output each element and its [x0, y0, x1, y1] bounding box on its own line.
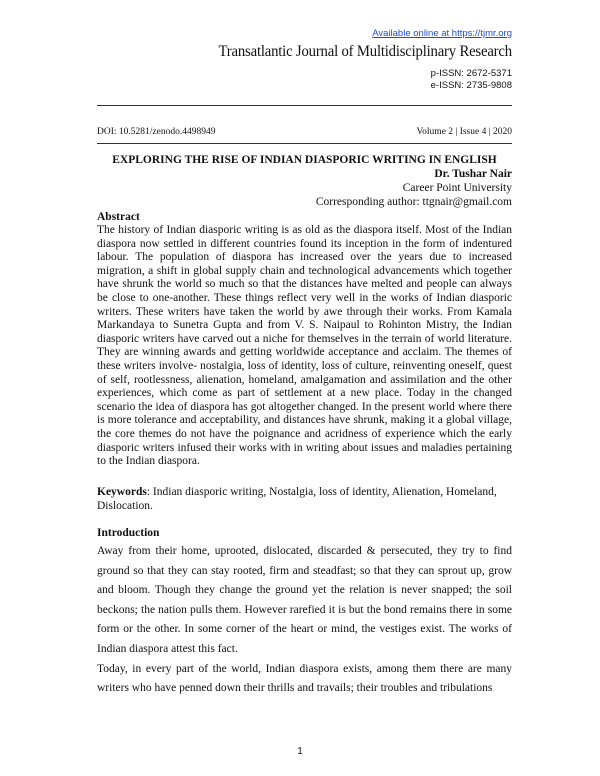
author-affiliation: Career Point University [402, 182, 512, 194]
abstract-heading: Abstract [97, 211, 140, 223]
introduction-body [97, 542, 512, 699]
header-rule-bottom [97, 143, 512, 144]
introduction-paragraph-2: Today, in every part of the world, Indian diaspora exists, among them there are many writers who have penned down their thrills and travails; their troubles and tribulations [97, 662, 512, 695]
electronic-issn: e-ISSN: 2735-9808 [430, 80, 512, 91]
print-issn: p-ISSN: 2672-5371 [430, 68, 512, 79]
keywords-label: Keywords [97, 486, 147, 498]
introduction-paragraph-1: Away from their home, uprooted, dislocated, discarded & persecuted, they try to find ground so that they can stay rooted, firm and steadfast; so that they can sprout up, grow and bloom. Though they change the ground yet the relation is never snapped; the soil beckons; the nation pulls them. However rarefied it is but the bond remains there in some form or the other. In some corner of the heart or mind, the vestiges exist. The works of Indian diaspora attest this fact. [97, 545, 512, 655]
introduction-heading: Introduction [97, 527, 160, 539]
page-number: 1 [297, 746, 303, 757]
header-rule-top [97, 105, 512, 106]
article-title: EXPLORING THE RISE OF INDIAN DIASPORIC WRITING IN ENGLISH [112, 154, 497, 166]
keywords-list: : Indian diasporic writing, Nostalgia, loss of identity, Alienation, Homeland, Dislocation. [97, 486, 497, 512]
abstract-text: The history of Indian diasporic writing is as old as the diaspora itself. Most of the Indian diaspora now settled in different countries found its inception in the form of indentured labour. The population of diaspora has increased over the years due to increased migration, a shift in global supply chain and technological advancements which together have shrunk the world so much so that the distances have melted and people can always be close to one-another. These things reflect very well in the works of Indian diasporic writers. These writers have taken the world by awe through their works. From Kamala Markandaya to Sunetra Gupta and from V. S. Naipaul to Rohinton Mistry, the Indian diasporic writers have carved out a niche for themselves in the terrain of world literature. They are winning awards and getting worldwide acceptance and acclaim. The themes of these writers involve- nostalgia, loss of identity, loss of culture, reinventing oneself, quest of self, rootlessness, alienation, homeland, amalgamation and assimilation and the other experiences, which come as part of settlement at a new place. Today in the changed scenario the idea of diaspora has got altogether changed. In the present world where there is more tolerance and acceptability, and distances have shrunk, making it a global village, the core themes do not have the poignance and acridness of experience which the early diasporic writers infused their works with in writing about issues and maladies pertaining to the Indian diaspora. [97, 224, 512, 468]
journal-name: Transatlantic Journal of Multidisciplinary Research [218, 43, 512, 60]
keywords-line [97, 486, 512, 513]
doi-label: DOI: 10.5281/zenodo.4498949 [97, 127, 216, 137]
volume-issue-label: Volume 2 | Issue 4 | 2020 [416, 127, 512, 137]
journal-website-link[interactable]: Available online at https://tjmr.org [372, 28, 512, 39]
corresponding-author: Corresponding author: ttgnair@gmail.com [315, 196, 512, 208]
author-name: Dr. Tushar Nair [434, 168, 512, 180]
